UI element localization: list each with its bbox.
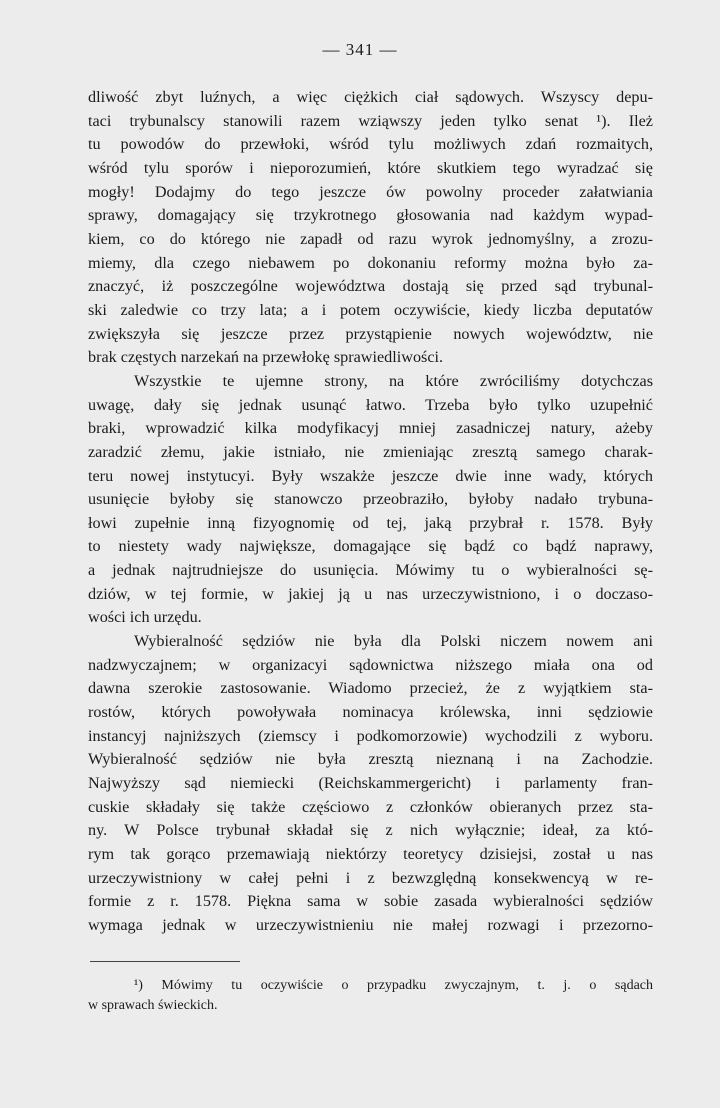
text-line: nadzwyczajnem; w organizacyi sądownictwa niższego miała ona od [88, 655, 653, 674]
paragraph-3 [88, 630, 653, 938]
text-line: zaradzić złemu, jakie istniało, nie zmieniając zresztą samego charak- [88, 442, 653, 461]
text-line: rym tak gorąco przemawiają niektórzy teoretycy dzisiejsi, został u nas [88, 845, 653, 863]
text-line: tu powodów do przewłoki, wśród tylu możliwych zdań rozmaitych, [88, 135, 653, 154]
text-line: wśród tylu sporów i nieporozumień, które skutkiem tego wyradzać się [88, 158, 653, 177]
footnote-line: w sprawach świeckich. [88, 998, 218, 1013]
text-line: łowi zupełnie inną fizyognomię od tej, jaką przybrał r. 1578. Były [88, 513, 653, 532]
text-line: dliwość zbyt luźnych, a więc ciężkich ciał sądowych. Wszyscy depu- [88, 88, 653, 106]
text-line: rostów, których powoływała nominacya królewska, inni sędziowie [88, 703, 653, 722]
text-line: to niestety wady największe, domagające się bądź co bądź naprawy, [88, 537, 653, 556]
body-text [88, 86, 653, 938]
text-line: miemy, dla czego niebawem po dokonaniu reformy można było za- [88, 253, 653, 272]
text-line: ny. W Polsce trybunał składał się z nich wyłącznie; ideał, za któ- [88, 821, 653, 840]
text-line: brak częstych narzekań na przewłokę sprawiedliwości. [88, 348, 444, 367]
text-line: mogły! Dodajmy do tego jeszcze ów powolny proceder załatwiania [88, 182, 653, 201]
text-line: taci trybunalscy stanowili razem wziąwszy jeden tylko senat ¹). Ileż [88, 111, 653, 130]
text-line: a jednak najtrudniejsze do usunięcia. Mówimy tu o wybieralności sę- [88, 561, 653, 580]
text-line: dawna szerokie zastosowanie. Wiadomo przecież, że z wyjątkiem sta- [88, 679, 653, 698]
text-line: uwagę, dały się jednak usunąć łatwo. Trzeba było tylko uzupełnić [88, 395, 653, 414]
text-line: Wybieralność sędziów nie była zresztą nieznaną i na Zachodzie. [88, 750, 653, 769]
text-line: Wszystkie te ujemne strony, na które zwróciliśmy dotychczas [134, 371, 653, 390]
text-line: cuskie składały się także częściowo z członków obieranych przez sta- [88, 797, 653, 816]
paragraph-1 [88, 86, 653, 370]
text-line: zwiększyła się jeszcze przez przystąpienie nowych województw, nie [88, 324, 653, 343]
text-line: teru nowej instytucyi. Były wszakże jeszcze dwie inne wady, których [88, 466, 653, 485]
paragraph-2 [88, 370, 653, 630]
text-line: znaczyć, iż poszczególne województwa dostają się przed sąd trybunal- [88, 277, 653, 296]
text-line: sprawy, domagający się trzykrotnego głosowania nad każdym wypad- [88, 206, 653, 225]
text-line: kiem, co do którego nie zapadł od razu wyrok jednomyślny, a zrozu- [88, 229, 653, 248]
text-line: dziów, w tej formie, w jakiej ją u nas urzeczywistniono, i o doczaso- [88, 584, 653, 603]
footnote-divider [90, 961, 240, 962]
text-line: Wybieralność sędziów nie była dla Polski niczem nowem ani [134, 632, 653, 651]
text-line: braki, wprowadzić kilka modyfikacyj mniej zasadniczej natury, ażeby [88, 419, 653, 438]
text-line: formie z r. 1578. Piękna sama w sobie zasada wybieralności sędziów [88, 892, 653, 911]
text-line: instancyj najniższych (ziemscy i podkomorzowie) wychodzili z wyboru. [88, 726, 653, 745]
text-line: ski zaledwie co trzy lata; a i potem oczywiście, kiedy liczba deputatów [88, 300, 653, 319]
text-line: wymaga jednak w urzeczywistnieniu nie małej rozwagi i przezorno- [88, 915, 653, 934]
text-line: wości ich urzędu. [88, 608, 202, 627]
text-line: usunięcie byłoby się stanowczo przeobraziło, byłoby nadało trybuna- [88, 490, 653, 509]
text-line: Najwyższy sąd niemiecki (Reichskammergericht) i parlamenty fran- [88, 774, 653, 793]
footnote-line: ¹) Mówimy tu oczywiście o przypadku zwyczajnym, t. j. o sądach [134, 978, 653, 993]
footnote [88, 976, 653, 1016]
text-line: urzeczywistniony w całej pełni i z bezwzględną konsekwencyą w re- [88, 868, 653, 887]
page-number: — 341 — [322, 40, 398, 59]
